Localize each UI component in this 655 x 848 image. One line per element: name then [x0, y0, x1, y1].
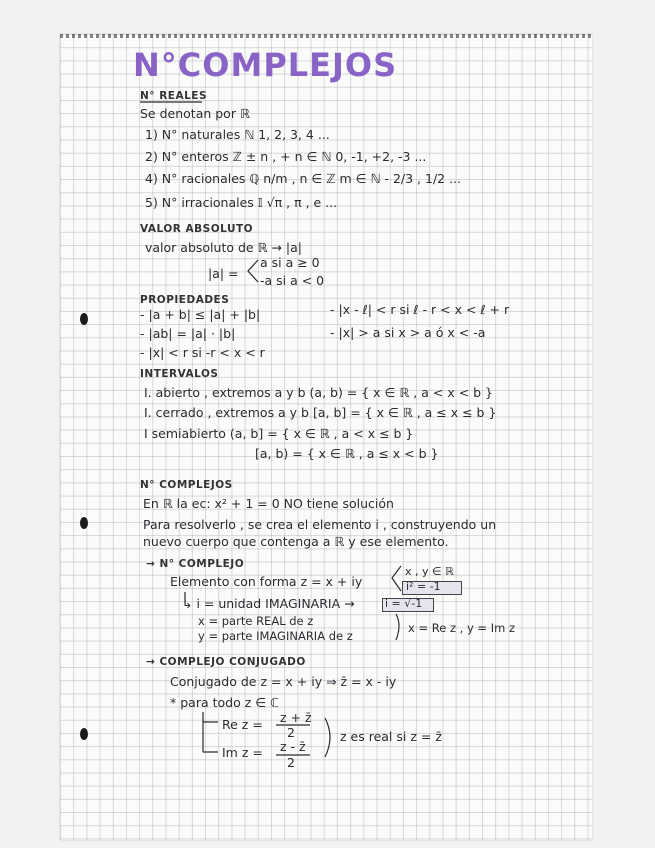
re-z-numerator: z + z̄ — [280, 710, 312, 725]
section-heading-valor-absoluto: VALOR ABSOLUTO — [140, 223, 254, 235]
conjugado-definition: Conjugado de z = x + iy ⇒ z̄ = x - iy — [170, 674, 397, 689]
xy-bracket — [392, 566, 401, 591]
im-z-label: Im z = — [222, 745, 263, 760]
subheading-numero-complejo: → N° COMPLEJO — [146, 558, 245, 570]
section-heading-propiedades: PROPIEDADES — [140, 294, 230, 306]
reales-item: 1) N° naturales ℕ 1, 2, 3, 4 ... — [145, 127, 330, 142]
complejos-line: Para resolverlo , se crea el elemento i , construyendo un — [143, 517, 497, 532]
parte-brace — [396, 614, 399, 640]
section-heading-complejos: N° COMPLEJOS — [140, 479, 233, 491]
propiedad-item: - |a + b| ≤ |a| + |b| — [140, 307, 261, 322]
case-bracket — [248, 260, 258, 282]
forma-binomica: Elemento con forma z = x + iy — [170, 574, 363, 589]
im-z-denominator: 2 — [287, 755, 295, 770]
re-z-denominator: 2 — [287, 725, 295, 740]
section-heading-reales: N° REALES — [140, 90, 208, 102]
conclusion-brace — [325, 718, 330, 757]
real-condition: z es real si z = z̄ — [340, 729, 442, 744]
reales-item: 4) N° racionales ℚ n/m , n ∈ ℤ m ∈ ℕ - 2/3 , 1/2 ... — [145, 171, 462, 186]
propiedad-item: - |x - ℓ| < r si ℓ - r < x < ℓ + r — [330, 302, 510, 317]
propiedad-item: - |ab| = |a| · |b| — [140, 326, 236, 341]
reales-item: 5) N° irracionales 𝕀 √π , π , e ... — [145, 195, 338, 210]
page-title: N°COMPLEJOS — [133, 46, 398, 84]
propiedad-item: - |x| > a si x > a ó x < -a — [330, 325, 486, 340]
re-im-definition: x = Re z , y = Im z — [408, 621, 515, 635]
abs-case-negative: -a si a < 0 — [260, 273, 325, 288]
subheading-conjugado: → COMPLEJO CONJUGADO — [146, 656, 306, 668]
section-heading-intervalos: INTERVALOS — [140, 368, 219, 380]
reales-intro: Se denotan por ℝ — [140, 106, 250, 121]
xy-real: x , y ∈ ℝ — [405, 565, 454, 578]
para-todo-z: * para todo z ∈ ℂ — [170, 695, 279, 710]
parte-imaginaria: y = parte IMAGINARIA de z — [198, 629, 353, 643]
intervalo-semiabierto-2: [a, b) = { x ∈ ℝ , a ≤ x < b } — [255, 446, 439, 461]
i-squared: i² = -1 — [406, 580, 441, 593]
intervalo-semiabierto: I semiabierto (a, b] = { x ∈ ℝ , a < x ≤ b } — [144, 426, 414, 441]
reales-item: 2) N° enteros ℤ ± n , + n ∈ ℕ 0, -1, +2, -3 ... — [145, 149, 427, 164]
complejos-line: En ℝ la ec: x² + 1 = 0 NO tiene solución — [143, 496, 394, 511]
unidad-imaginaria: ↳ i = unidad IMAGINARIA → — [182, 596, 355, 611]
valor-absoluto-definition: valor absoluto de ℝ → |a| — [145, 240, 302, 255]
re-im-arrows — [203, 712, 218, 752]
re-z-label: Re z = — [222, 717, 263, 732]
abs-lhs: |a| = — [208, 266, 239, 281]
intervalo-cerrado: I. cerrado , extremos a y b [a, b] = { x ∈ ℝ , a ≤ x ≤ b } — [144, 405, 497, 420]
propiedad-item: - |x| < r si -r < x < r — [140, 345, 265, 360]
complejos-line: nuevo cuerpo que contenga a ℝ y ese elemento. — [143, 534, 449, 549]
intervalo-abierto: I. abierto , extremos a y b (a, b) = { x ∈ ℝ , a < x < b } — [144, 385, 493, 400]
parte-real: x = parte REAL de z — [198, 614, 314, 628]
im-z-numerator: z - z̄ — [280, 739, 306, 754]
abs-case-positive: a si a ≥ 0 — [260, 255, 320, 270]
i-root: i = √-1 — [385, 597, 423, 610]
